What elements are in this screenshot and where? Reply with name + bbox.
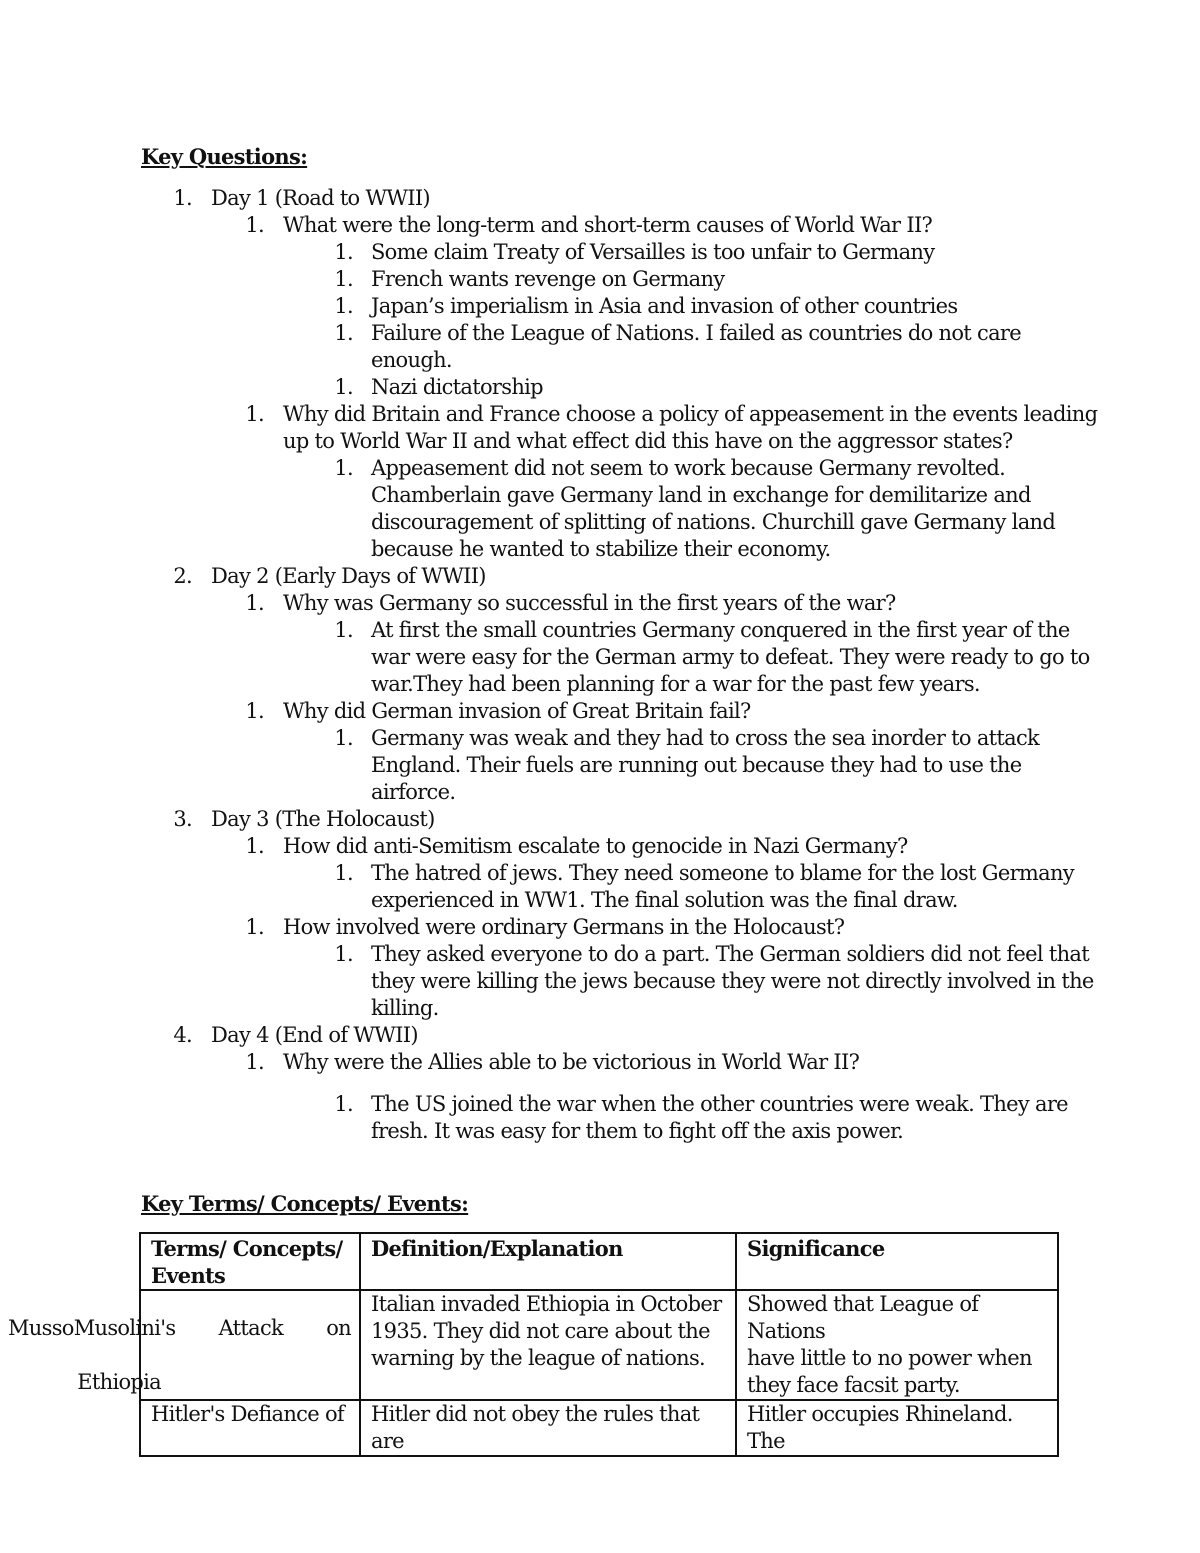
outline-item <box>0 833 1200 860</box>
outline-item-continuation <box>0 968 1200 995</box>
outline-item <box>0 1091 1200 1118</box>
outline-item <box>0 266 1200 293</box>
outline-item <box>0 374 1200 401</box>
list-item-text: Day 4 (End of WWII) <box>211 1023 418 1047</box>
list-item-text: Why were the Allies able to be victorious in World War II? <box>283 1050 860 1074</box>
outline-item-continuation <box>0 428 1200 455</box>
outline-item <box>0 239 1200 266</box>
outline-item-continuation <box>0 779 1200 806</box>
list-item-text: up to World War II and what effect did this have on the aggressor states? <box>283 429 1013 453</box>
list-item-text: Some claim Treaty of Versailles is too unfair to Germany <box>371 240 935 264</box>
term-word-4: Ethiopia <box>77 1370 161 1394</box>
list-item-text: Day 2 (Early Days of WWII) <box>211 564 486 588</box>
list-number: 1. <box>334 618 353 642</box>
significance-cell: Hitler occupies Rhineland. The <box>736 1400 1058 1456</box>
outline-item-continuation <box>0 752 1200 779</box>
outline-item <box>0 212 1200 239</box>
list-number: 3. <box>173 807 192 831</box>
list-number: 1. <box>245 591 264 615</box>
list-number: 1. <box>245 915 264 939</box>
list-number: 1. <box>245 402 264 426</box>
outline-item <box>0 941 1200 968</box>
outline-item <box>0 1022 1200 1049</box>
header-significance: Significance <box>736 1233 1058 1290</box>
table-header-row <box>140 1233 1058 1290</box>
list-item-text: war were easy for the German army to defeat. They were ready to go to <box>371 645 1090 669</box>
list-item-text: killing. <box>371 996 439 1020</box>
list-number: 1. <box>334 321 353 345</box>
significance-cell: Showed that League of Nations have little to no power when they face facsit party. <box>736 1290 1058 1400</box>
outline-item <box>0 725 1200 752</box>
key-terms-heading: Key Terms/ Concepts/ Events: <box>141 1191 469 1216</box>
list-item-text: Appeasement did not seem to work because Germany revolted. <box>371 456 1006 480</box>
term-word-2: Attack <box>218 1316 284 1340</box>
term-word-3: on <box>326 1316 351 1340</box>
list-item-text: They asked everyone to do a part. The German soldiers did not feel that <box>371 942 1089 966</box>
outline-item <box>0 914 1200 941</box>
outline-item <box>0 1049 1200 1076</box>
header-terms: Terms/ Concepts/ Events <box>140 1233 360 1290</box>
list-item-text: Why did Britain and France choose a policy of appeasement in the events leading <box>283 402 1098 426</box>
list-item-text: How did anti-Semitism escalate to genocide in Nazi Germany? <box>283 834 908 858</box>
outline-item-continuation <box>0 536 1200 563</box>
outline-item <box>0 806 1200 833</box>
overflowing-term-text <box>8 1288 351 1423</box>
list-item-text: The hatred of jews. They need someone to blame for the lost Germany <box>371 861 1074 885</box>
list-number: 1. <box>334 456 353 480</box>
list-item-text: war.They had been planning for a war for the past few years. <box>371 672 980 696</box>
list-number: 1. <box>334 861 353 885</box>
outline-item <box>0 293 1200 320</box>
list-item-text: Failure of the League of Nations. I failed as countries do not care <box>371 321 1021 345</box>
list-item-text: discouragement of splitting of nations. Churchill gave Germany land <box>371 510 1056 534</box>
term-word-1: MussoMusolini's <box>8 1316 176 1340</box>
list-item-text: enough. <box>371 348 452 372</box>
definition-cell: Hitler did not obey the rules that are <box>360 1400 736 1456</box>
outline-item <box>0 185 1200 212</box>
outline-item <box>0 617 1200 644</box>
outline-item <box>0 860 1200 887</box>
definition-cell: Italian invaded Ethiopia in October 1935. They did not care about the warning by the league of nations. <box>360 1290 736 1400</box>
list-number: 1. <box>334 375 353 399</box>
list-item-text: Germany was weak and they had to cross the sea inorder to attack <box>371 726 1040 750</box>
list-number: 1. <box>334 942 353 966</box>
list-number: 1. <box>334 726 353 750</box>
outline-item <box>0 455 1200 482</box>
list-item-text: French wants revenge on Germany <box>371 267 725 291</box>
outline-item <box>0 401 1200 428</box>
list-number: 1. <box>245 213 264 237</box>
list-item-text: airforce. <box>371 780 456 804</box>
list-number: 1. <box>334 267 353 291</box>
term-cell: Hitler's Defiance of <box>140 1400 360 1456</box>
outline-item-continuation <box>0 644 1200 671</box>
list-number: 1. <box>334 294 353 318</box>
list-number: 1. <box>245 1050 264 1074</box>
outline-item <box>0 590 1200 617</box>
list-item-text: Nazi dictatorship <box>371 375 543 399</box>
outline-item-continuation <box>0 482 1200 509</box>
list-item-text: Why did German invasion of Great Britain fail? <box>283 699 751 723</box>
list-item-text: fresh. It was easy for them to fight off the axis power. <box>371 1119 904 1143</box>
outline-item-continuation <box>0 509 1200 536</box>
list-item-text: because he wanted to stabilize their economy. <box>371 537 831 561</box>
list-item-text: Day 1 (Road to WWII) <box>211 186 430 210</box>
outline-item-continuation <box>0 995 1200 1022</box>
list-number: 1. <box>173 186 192 210</box>
list-number: 1. <box>334 240 353 264</box>
outline-item <box>0 320 1200 347</box>
key-questions-heading: Key Questions: <box>141 144 308 169</box>
list-item-text: Chamberlain gave Germany land in exchange for demilitarize and <box>371 483 1031 507</box>
outline-item <box>0 698 1200 725</box>
outline-item-continuation <box>0 1118 1200 1145</box>
list-item-text: What were the long-term and short-term causes of World War II? <box>283 213 933 237</box>
outline-item-continuation <box>0 671 1200 698</box>
list-item-text: How involved were ordinary Germans in the Holocaust? <box>283 915 845 939</box>
list-item-text: Day 3 (The Holocaust) <box>211 807 435 831</box>
list-item-text: At first the small countries Germany conquered in the first year of the <box>371 618 1070 642</box>
list-item-text: experienced in WW1. The final solution was the final draw. <box>371 888 958 912</box>
list-item-text: Why was Germany so successful in the first years of the war? <box>283 591 896 615</box>
outline-item-continuation <box>0 887 1200 914</box>
outline-item <box>0 563 1200 590</box>
list-number: 1. <box>334 1092 353 1116</box>
list-number: 4. <box>173 1023 192 1047</box>
list-number: 1. <box>245 834 264 858</box>
header-definition: Definition/Explanation <box>360 1233 736 1290</box>
list-item-text: The US joined the war when the other countries were weak. They are <box>371 1092 1068 1116</box>
list-number: 2. <box>173 564 192 588</box>
list-item-text: they were killing the jews because they were not directly involved in the <box>371 969 1094 993</box>
outline-item-continuation <box>0 347 1200 374</box>
list-number: 1. <box>245 699 264 723</box>
list-item-text: England. Their fuels are running out because they had to use the <box>371 753 1022 777</box>
list-item-text: Japan’s imperialism in Asia and invasion of other countries <box>371 294 958 318</box>
